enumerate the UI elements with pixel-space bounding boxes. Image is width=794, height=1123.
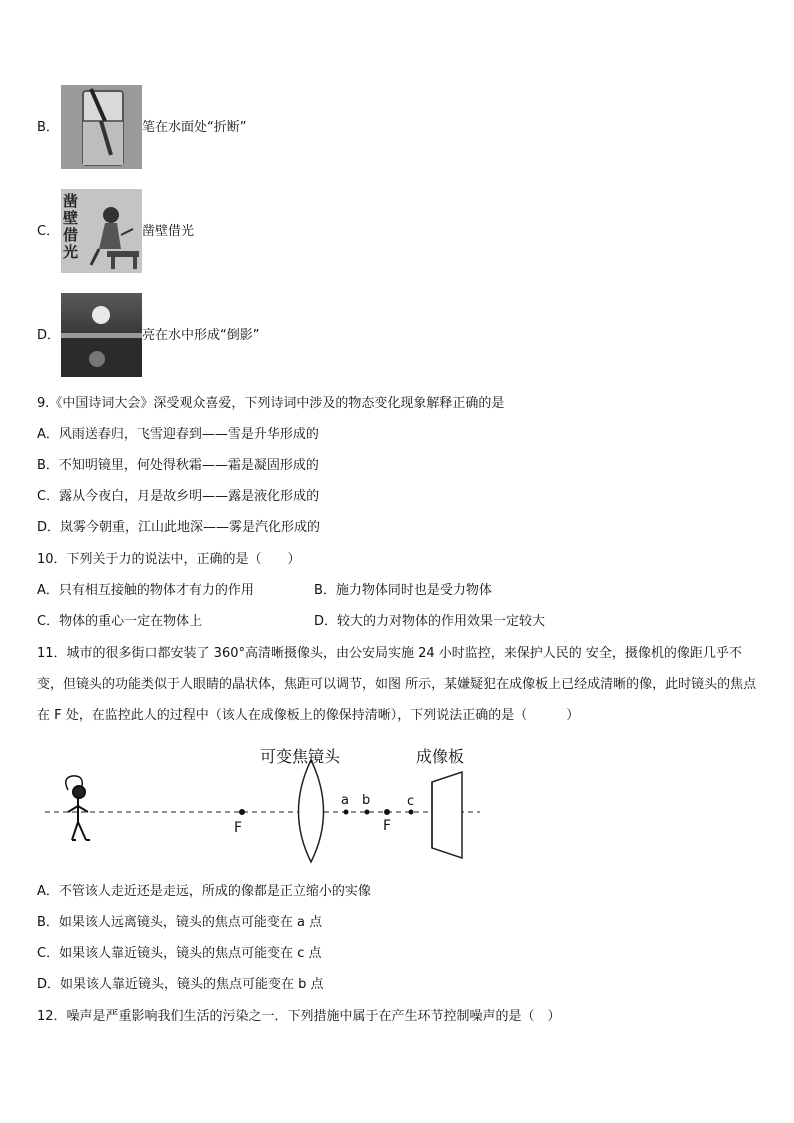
pencil-in-water-glass-image (61, 85, 142, 169)
q11-board-label: 成像板 (416, 747, 465, 766)
convex-lens (299, 760, 324, 862)
q9-stem: 9.《中国诗词大会》深受观众喜爱，下列诗词中涉及的物态变化现象解释正确的是 (37, 396, 505, 411)
q11-label-a: a (341, 793, 349, 808)
q10-option-b: B．施力物体同时也是受力物体 (314, 583, 492, 598)
q9-option-c: C．露从今夜白，月是故乡明——露是液化形成的 (37, 489, 320, 504)
q11-label-f-left: F (234, 820, 243, 836)
q10-option-d: D．较大的力对物体的作用效果一定较大 (314, 614, 546, 629)
q11-label-c: c (407, 794, 415, 809)
q12-stem: 12．噪声是严重影响我们生活的污染之一．下列措施中属于在产生环节控制噪声的是（ ） (37, 1009, 561, 1024)
q9-option-d: D．岚雾今朝重，江山此地深——雾是汽化形成的 (37, 520, 321, 535)
q11-stem: 11．城市的很多街口都安装了 360°高清晰摄像头，由公安局实施 24 小时监控，来保护人民的 安全，摄像机的像距几乎不变，但镜头的功能类似于人眼睛的晶状体，焦距可以调节，如图 所示，某嫌疑犯在成像板上已经成清晰的像，此时镜头的焦点在 F 处，在监控此人的过程中（该人在成像板上的像保持清晰），下列说法正确的是（ ） (37, 646, 757, 723)
focal-point-left (239, 809, 245, 815)
q10-option-c: C．物体的重心一定在物体上 (37, 614, 203, 629)
q11-option-b: B．如果该人远离镜头，镜头的焦点可能变在 a 点 (37, 915, 323, 930)
q11-label-f-right: F (383, 818, 392, 834)
person-icon (66, 776, 90, 840)
q11-option-a: A．不管该人走近还是走远，所成的像都是正立缩小的实像 (37, 884, 371, 899)
q9-option-b: B．不知明镜里，何处得秋霜——霜是凝固形成的 (37, 458, 319, 473)
q11-option-d: D．如果该人靠近镜头，镜头的焦点可能变在 b 点 (37, 977, 324, 992)
point-b (365, 810, 370, 815)
q8-option-b-text: 笔在水面处“折断” (142, 120, 247, 135)
q11-lens-figure (40, 742, 490, 867)
q11-label-b: b (362, 793, 371, 808)
q10-option-a: A．只有相互接触的物体才有力的作用 (37, 583, 254, 598)
focal-point-right (384, 809, 390, 815)
q8-option-d-letter: D． (37, 328, 61, 343)
q11-option-c: C．如果该人靠近镜头，镜头的焦点可能变在 c 点 (37, 946, 322, 961)
point-c (409, 810, 414, 815)
q9-option-a: A．风雨送春归，飞雪迎春到——雪是升华形成的 (37, 427, 319, 442)
q11-lens-label: 可变焦镜头 (260, 747, 341, 766)
q8-option-b-letter: B． (37, 120, 59, 135)
point-a (344, 810, 349, 815)
q8-option-c-letter: C． (37, 224, 60, 239)
moon-reflection-water-image (61, 293, 142, 377)
imaging-board (432, 772, 462, 858)
q10-stem: 10．下列关于力的说法中，正确的是（ ） (37, 552, 301, 567)
q8-option-d-text: 亮在水中形成“倒影” (142, 328, 260, 343)
wall-hole-image-caption-grid: 凿 壁 借 光 (63, 192, 80, 261)
wall-hole-borrow-light-image (61, 189, 142, 273)
q8-option-c-text: 凿壁借光 (142, 224, 195, 239)
